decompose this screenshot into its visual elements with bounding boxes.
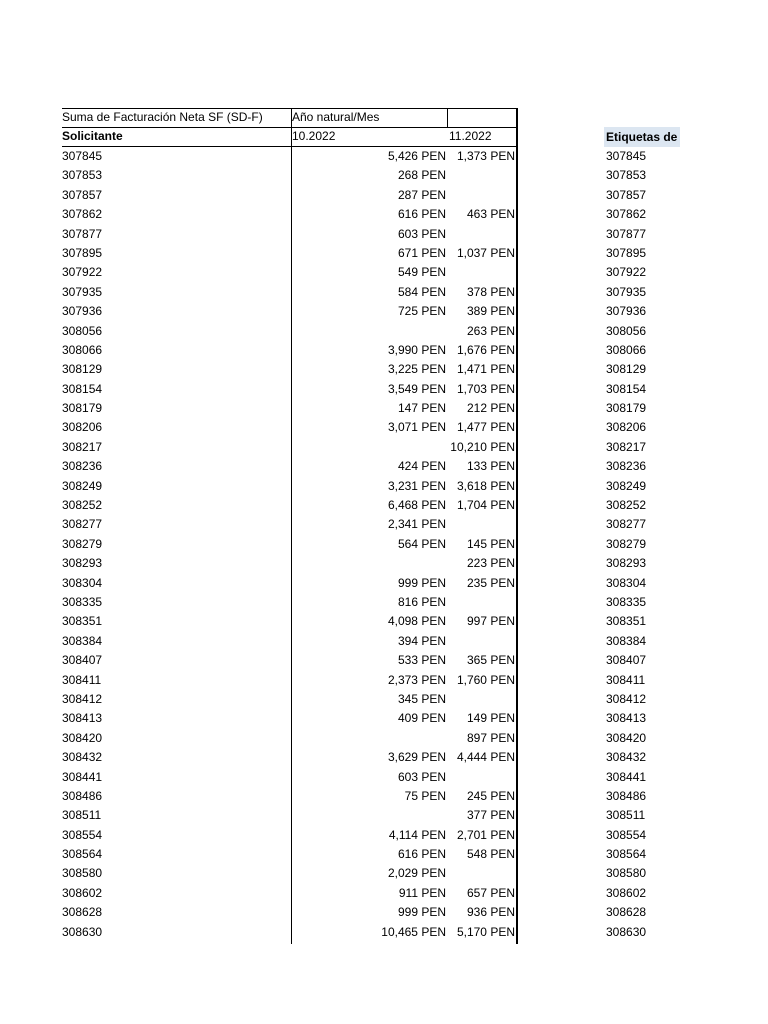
oct-value-cell[interactable]: 268 PEN [397, 168, 446, 183]
solicitante-cell[interactable]: 308580 [62, 866, 103, 881]
oct-value-cell[interactable]: 603 PEN [397, 769, 446, 784]
label-item[interactable]: 308129 [606, 362, 647, 377]
solicitante-cell[interactable]: 308411 [62, 672, 102, 687]
oct-value-cell[interactable]: 671 PEN [397, 245, 446, 260]
table-row [62, 671, 518, 690]
table-row [62, 186, 518, 205]
measure-header[interactable]: Suma de Facturación Neta SF (SD-F) [62, 110, 263, 124]
label-item[interactable]: 308252 [606, 498, 647, 513]
nov-value-cell[interactable]: 378 PEN [466, 284, 515, 299]
label-item[interactable]: 308384 [606, 633, 647, 648]
oct-value-cell[interactable] [292, 322, 448, 341]
oct-value-cell[interactable]: 3,071 PEN [387, 420, 446, 435]
oct-value-cell[interactable]: 287 PEN [397, 187, 446, 202]
label-item[interactable]: 308154 [606, 381, 647, 396]
oct-value-cell[interactable]: 603 PEN [397, 226, 446, 241]
table-row [62, 399, 518, 418]
table-row [62, 864, 518, 883]
table-row [62, 554, 518, 573]
oct-value-cell[interactable]: 10,465 PEN [381, 924, 446, 939]
solicitante-cell[interactable]: 308279 [62, 536, 103, 551]
label-item[interactable]: 308441 [606, 769, 647, 784]
solicitante-cell[interactable]: 308206 [62, 420, 103, 435]
oct-value-cell[interactable]: 3,231 PEN [387, 478, 446, 493]
oct-value-cell[interactable]: 4,098 PEN [387, 614, 446, 629]
solicitante-cell[interactable]: 307936 [62, 304, 103, 319]
labels-column-header[interactable]: Etiquetas de [604, 127, 680, 147]
oct-value-cell[interactable]: 816 PEN [397, 594, 446, 609]
table-row [62, 225, 518, 244]
nov-value-cell[interactable]: 3,618 PEN [456, 478, 515, 493]
solicitante-cell[interactable]: 308293 [62, 556, 103, 571]
nov-value-cell[interactable]: 1,037 PEN [456, 245, 515, 260]
solicitante-cell[interactable]: 307857 [62, 187, 103, 202]
label-item[interactable]: 308564 [606, 847, 647, 862]
solicitante-cell[interactable]: 308564 [62, 847, 103, 862]
table-row [62, 535, 518, 554]
label-item[interactable]: 307845 [606, 149, 647, 163]
solicitante-cell[interactable]: 308252 [62, 498, 103, 513]
table-row [62, 612, 518, 631]
label-item[interactable]: 308335 [606, 594, 647, 609]
solicitante-cell[interactable]: 308486 [62, 788, 103, 803]
label-item[interactable]: 308179 [606, 401, 647, 416]
oct-value-cell[interactable]: 394 PEN [397, 633, 446, 648]
nov-value-cell[interactable]: 223 PEN [466, 556, 515, 571]
label-item[interactable]: 307877 [606, 226, 647, 241]
nov-value-cell[interactable]: 149 PEN [466, 711, 515, 726]
table-row [62, 244, 518, 263]
nov-value-cell[interactable]: 548 PEN [466, 847, 515, 862]
nov-value-cell[interactable]: 377 PEN [466, 808, 515, 823]
solicitante-cell[interactable]: 308217 [62, 439, 103, 454]
table-row [62, 438, 518, 457]
label-item[interactable]: 308351 [606, 614, 647, 629]
label-item[interactable]: 307922 [606, 265, 647, 280]
nov-value-cell[interactable] [449, 186, 517, 205]
table-row [62, 826, 518, 845]
oct-value-cell[interactable] [292, 554, 448, 573]
nov-value-cell[interactable]: 212 PEN [466, 401, 515, 416]
table-row [62, 748, 518, 767]
oct-value-cell[interactable]: 409 PEN [397, 711, 446, 726]
nov-value-cell[interactable]: 1,704 PEN [456, 498, 515, 513]
label-item[interactable]: 308628 [606, 905, 647, 920]
label-item[interactable]: 308249 [606, 478, 647, 493]
solicitante-cell[interactable]: 308384 [62, 633, 103, 648]
pivot-header-row-1 [62, 108, 518, 127]
oct-value-cell[interactable]: 4,114 PEN [388, 827, 446, 842]
nov-value-cell[interactable] [449, 768, 517, 787]
oct-value-cell[interactable]: 345 PEN [397, 691, 446, 706]
oct-value-cell[interactable]: 549 PEN [397, 265, 446, 280]
solicitante-cell[interactable]: 307895 [62, 245, 103, 260]
label-item[interactable]: 308217 [606, 439, 647, 454]
solicitante-cell[interactable]: 308407 [62, 653, 103, 668]
oct-value-cell[interactable]: 564 PEN [397, 536, 446, 551]
oct-value-cell[interactable] [292, 438, 448, 457]
label-item[interactable]: 308056 [606, 323, 647, 338]
label-item[interactable]: 308293 [606, 556, 647, 571]
nov-value-cell[interactable]: 133 PEN [466, 459, 515, 474]
oct-value-cell[interactable]: 616 PEN [397, 207, 446, 222]
label-item[interactable]: 308420 [606, 730, 647, 745]
solicitante-cell[interactable]: 307877 [62, 226, 103, 241]
table-row [62, 477, 518, 496]
label-item[interactable]: 308304 [606, 575, 647, 590]
label-item[interactable]: 307935 [606, 284, 647, 299]
solicitante-cell[interactable]: 308179 [62, 401, 103, 416]
solicitante-cell[interactable]: 307935 [62, 284, 103, 299]
label-item[interactable]: 307853 [606, 168, 647, 183]
table-row [62, 263, 518, 282]
column-header-nov[interactable]: 11.2022 [449, 129, 492, 143]
solicitante-cell[interactable]: 308129 [62, 362, 103, 377]
solicitante-cell[interactable]: 308413 [62, 711, 103, 726]
oct-value-cell[interactable] [292, 806, 448, 825]
nov-value-cell[interactable]: 365 PEN [466, 653, 515, 668]
empty-header-cell[interactable] [449, 108, 517, 127]
label-item[interactable]: 308412 [606, 691, 647, 706]
table-row [62, 515, 518, 534]
table-row [62, 380, 518, 399]
oct-value-cell[interactable]: 3,990 PEN [387, 342, 446, 357]
oct-value-cell[interactable]: 3,549 PEN [387, 381, 446, 396]
solicitante-cell[interactable]: 308236 [62, 459, 103, 474]
label-item[interactable]: 308580 [606, 866, 647, 881]
solicitante-cell[interactable]: 307845 [62, 149, 103, 163]
oct-value-cell[interactable]: 999 PEN [397, 905, 446, 920]
header-top-border [62, 108, 518, 109]
nov-value-cell[interactable] [449, 632, 517, 651]
dimension-header[interactable]: Año natural/Mes [292, 110, 380, 124]
nov-value-cell[interactable]: 1,760 PEN [456, 672, 515, 687]
solicitante-cell[interactable]: 308630 [62, 924, 103, 939]
oct-value-cell[interactable]: 533 PEN [397, 653, 446, 668]
oct-value-cell[interactable]: 616 PEN [397, 847, 446, 862]
solicitante-cell[interactable]: 307862 [62, 207, 103, 222]
table-row [62, 496, 518, 515]
nov-value-cell[interactable]: 1,471 PEN [456, 362, 515, 377]
labels-column [606, 147, 686, 942]
nov-value-cell[interactable]: 997 PEN [466, 614, 515, 629]
label-item[interactable]: 307895 [606, 245, 647, 260]
nov-value-cell[interactable]: 1,703 PEN [456, 381, 515, 396]
nov-value-cell[interactable]: 235 PEN [466, 575, 515, 590]
column-header-oct[interactable]: 10.2022 [292, 129, 336, 143]
nov-value-cell[interactable]: 897 PEN [466, 730, 515, 745]
table-row [62, 923, 518, 942]
solicitante-cell[interactable]: 307853 [62, 168, 103, 183]
label-item[interactable]: 308630 [606, 924, 647, 939]
table-row [62, 884, 518, 903]
oct-value-cell[interactable]: 5,426 PEN [387, 149, 446, 163]
solicitante-cell[interactable]: 308351 [62, 614, 103, 629]
label-item[interactable]: 307936 [606, 304, 647, 319]
label-item[interactable]: 308206 [606, 420, 647, 435]
solicitante-cell[interactable]: 308420 [62, 730, 103, 745]
table-row [62, 360, 518, 379]
nov-value-cell[interactable]: 2,701 PEN [456, 827, 515, 842]
table-row [62, 806, 518, 825]
label-item[interactable]: 308432 [606, 750, 647, 765]
nov-value-cell[interactable]: 1,373 PEN [456, 149, 515, 163]
table-row [62, 768, 518, 787]
label-item[interactable]: 308413 [606, 711, 647, 726]
nov-value-cell[interactable]: 5,170 PEN [456, 924, 515, 939]
oct-value-cell[interactable]: 2,029 PEN [387, 866, 446, 881]
oct-value-cell[interactable]: 3,225 PEN [387, 362, 446, 377]
table-row [62, 302, 518, 321]
nov-value-cell[interactable]: 389 PEN [466, 304, 515, 319]
oct-value-cell[interactable]: 3,629 PEN [387, 750, 446, 765]
nov-value-cell[interactable]: 1,477 PEN [456, 420, 515, 435]
nov-value-cell[interactable] [449, 515, 517, 534]
solicitante-cell[interactable]: 308412 [62, 691, 103, 706]
nov-value-cell[interactable]: 657 PEN [466, 885, 515, 900]
solicitante-cell[interactable]: 308249 [62, 478, 103, 493]
nov-value-cell[interactable]: 245 PEN [466, 788, 515, 803]
oct-value-cell[interactable]: 2,373 PEN [387, 672, 446, 687]
solicitante-cell[interactable]: 308628 [62, 905, 103, 920]
table-row [62, 690, 518, 709]
table-row [62, 418, 518, 437]
table-row [62, 632, 518, 651]
solicitante-cell[interactable]: 308602 [62, 885, 103, 900]
table-row [62, 651, 518, 670]
nov-value-cell[interactable]: 1,676 PEN [456, 342, 515, 357]
column-divider-header [447, 108, 448, 127]
oct-value-cell[interactable]: 6,468 PEN [387, 498, 446, 513]
table-row [62, 845, 518, 864]
oct-value-cell[interactable]: 75 PEN [404, 788, 446, 803]
label-item[interactable]: 308407 [606, 653, 647, 668]
oct-value-cell[interactable] [292, 729, 448, 748]
oct-value-cell[interactable]: 2,341 PEN [387, 517, 446, 532]
label-item[interactable]: 308511 [606, 808, 646, 823]
label-item[interactable]: 308279 [606, 536, 647, 551]
pivot-header-row-2 [62, 127, 518, 146]
nov-value-cell[interactable] [449, 690, 517, 709]
label-item[interactable]: 308602 [606, 885, 647, 900]
nov-value-cell[interactable]: 10,210 PEN [450, 439, 515, 454]
row-field-header[interactable]: Solicitante [62, 129, 123, 143]
label-item[interactable]: 308411 [606, 672, 646, 687]
solicitante-cell[interactable]: 308335 [62, 594, 103, 609]
label-item[interactable]: 308554 [606, 827, 647, 842]
nov-value-cell[interactable] [449, 225, 517, 244]
oct-value-cell[interactable]: 999 PEN [397, 575, 446, 590]
solicitante-cell[interactable]: 308066 [62, 342, 103, 357]
nov-value-cell[interactable] [449, 263, 517, 282]
solicitante-cell[interactable]: 308056 [62, 323, 103, 338]
label-item[interactable]: 308066 [606, 342, 647, 357]
table-row [62, 729, 518, 748]
label-item[interactable]: 308486 [606, 788, 647, 803]
nov-value-cell[interactable] [449, 166, 517, 185]
solicitante-cell[interactable]: 308554 [62, 827, 103, 842]
oct-value-cell[interactable]: 424 PEN [397, 459, 446, 474]
label-item[interactable]: 308277 [606, 517, 647, 532]
pivot-rows [62, 147, 518, 942]
solicitante-cell[interactable]: 308304 [62, 575, 103, 590]
table-row [62, 574, 518, 593]
table-row [62, 147, 518, 166]
oct-value-cell[interactable]: 584 PEN [397, 284, 446, 299]
nov-value-cell[interactable]: 263 PEN [466, 323, 515, 338]
nov-value-cell[interactable] [449, 864, 517, 883]
table-row [62, 166, 518, 185]
solicitante-cell[interactable]: 308154 [62, 381, 103, 396]
table-row [62, 205, 518, 224]
table-row [62, 283, 518, 302]
nov-value-cell[interactable]: 145 PEN [466, 536, 515, 551]
table-row [62, 341, 518, 360]
table-row [62, 787, 518, 806]
header-mid-border [62, 127, 518, 128]
solicitante-cell[interactable]: 308441 [62, 769, 103, 784]
table-row [62, 903, 518, 922]
nov-value-cell[interactable]: 4,444 PEN [456, 750, 515, 765]
label-item[interactable]: 307862 [606, 207, 647, 222]
table-row [62, 322, 518, 341]
label-item[interactable]: 307857 [606, 187, 647, 202]
nov-value-cell[interactable]: 936 PEN [466, 905, 515, 920]
nov-value-cell[interactable]: 463 PEN [466, 207, 515, 222]
table-row [62, 457, 518, 476]
solicitante-cell[interactable]: 308432 [62, 750, 103, 765]
oct-value-cell[interactable]: 911 PEN [398, 885, 446, 900]
oct-value-cell[interactable]: 725 PEN [397, 304, 446, 319]
solicitante-cell[interactable]: 308277 [62, 517, 103, 532]
table-row [62, 709, 518, 728]
solicitante-cell[interactable]: 307922 [62, 265, 103, 280]
label-item[interactable]: 308236 [606, 459, 647, 474]
nov-value-cell[interactable] [449, 593, 517, 612]
solicitante-cell[interactable]: 308511 [62, 808, 102, 823]
oct-value-cell[interactable]: 147 PEN [397, 401, 446, 416]
table-row [62, 593, 518, 612]
